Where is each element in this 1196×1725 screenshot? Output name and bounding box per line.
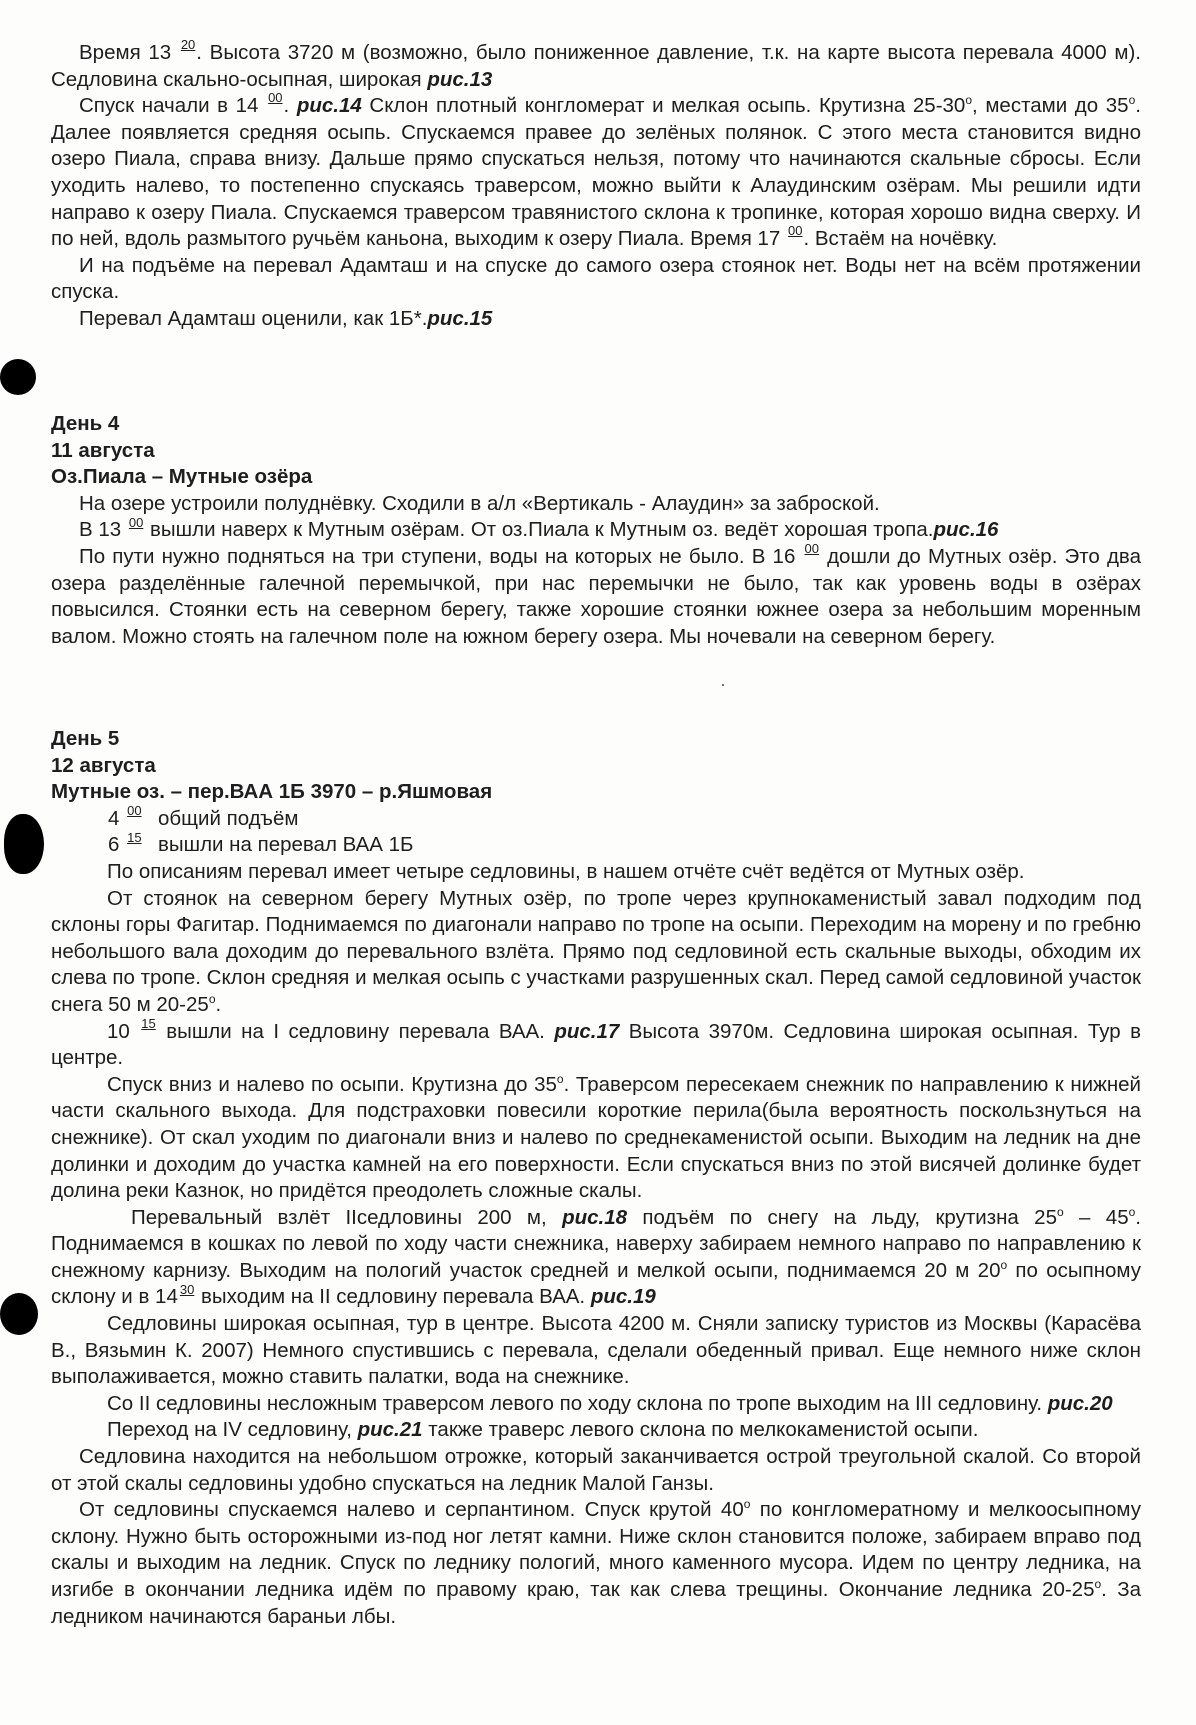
text: . За ледником начинаются бараньи лбы. [51, 1578, 1141, 1628]
degree-sign: o [965, 93, 973, 108]
degree-sign: o [1128, 93, 1136, 108]
text: 10 [107, 1019, 140, 1043]
punch-hole-mark [0, 359, 36, 395]
text: подъём по снегу на льду, крутизна 25 [627, 1205, 1057, 1229]
figure-ref: рис.14 [296, 94, 362, 118]
degree-sign: o [1000, 1258, 1008, 1273]
text: . Траверсом пересекаем снежник по направлению к нижней части скального выхода. Для подстраховки повесили короткие перила(была вероятность поскользнуться на снежнике). От скал уходим по диагонали вниз и налево по среднекаменистой осыпи. Выходим на ледник на дне долинки и доходим до участка камней на его поверхности. Если спускаться вниз по этой висячей долинке будет долина реки Казнок, но придётся преодолеть сложные скалы. [51, 1072, 1141, 1203]
figure-ref: рис.17 [554, 1019, 620, 1043]
time-minutes: 00 [804, 541, 819, 557]
text: . Поднимаемся в кошках по левой по ходу части снежника, наверху забираем немного направо по направлению к снежному карнизу. Выходим на пологий участок средней и мелкой осыпи, поднимаемся 20 м 20 [51, 1205, 1141, 1282]
text: , местами до 35 [972, 94, 1129, 118]
text: вышли наверх к Мутным озёрам. От оз.Пиала к Мутным оз. ведёт хорошая тропа. [144, 518, 934, 542]
figure-ref: рис.16 [933, 518, 999, 542]
text: Спуск вниз и налево по осыпи. Крутизна до 35 [107, 1072, 557, 1096]
section-day-4 [51, 411, 1141, 650]
text: . Далее появляется средняя осыпь. Спускаемся правее до зелёных полянок. С этого места становится видно озеро Пиала, справа внизу. Дальше прямо спускаться нельзя, потому что начинаются скальные сбросы. Если уходить налево, то постепенно спускаясь траверсом, можно выйти к Алаудинским озёрам. Мы решили идти направо к озеру Пиала. Спускаемся траверсом травянистого склона к тропинке, которая хорошо видна сверху. И по ней, вдоль размытого ручьём каньона, выходим к озеру Пиала. Время 17 [51, 94, 1141, 251]
paragraph: Седловины широкая осыпная, тур в центре. Высота 4200 м. Сняли записку туристов из Москвы (Карасёва В., Вязьмин К. 2007) Немного спустившись с перевала, сделали обеденный привал. Еще немного ниже склон выполаживается, можно ставить палатки, вода на снежнике. [51, 1312, 1141, 1389]
schedule-row [108, 829, 1141, 859]
section-day-5 [51, 726, 1141, 1630]
schedule-row [108, 802, 1141, 833]
punch-hole-mark [0, 1293, 38, 1335]
schedule-text: общий подъём [158, 806, 299, 830]
section-adamtash-descent [51, 37, 1141, 333]
paragraph: Седловина находится на небольшом отрожке, который заканчивается острой треугольной скалой. Со второй от этой скалы седловины удобно спускаться на ледник Малой Ганзы. [51, 1445, 1141, 1495]
paragraph [51, 886, 1141, 1019]
text: Время 13 [79, 41, 179, 64]
text: Со II седловины несложным траверсом левого по ходу склона по тропе выходим на III седловину. [107, 1391, 1048, 1415]
paragraph [51, 1417, 1141, 1444]
figure-ref: рис.20 [1047, 1391, 1113, 1415]
time-minutes: 00 [127, 802, 142, 818]
text: Перевальный взлёт IIседловины 200 м, [131, 1205, 563, 1229]
text: . [283, 94, 297, 118]
route-heading: Мутные оз. – пер.ВАА 1Б 3970 – р.Яшмовая [51, 780, 493, 804]
paragraph: По описаниям перевал имеет четыре седловины, в нашем отчёте счёт ведётся от Мутных озёр. [107, 859, 1025, 883]
figure-ref: рис.13 [427, 67, 493, 91]
text: дошли до Мутных озёр. Это два озера разделённые галечной перемычкой, при нас перемычки не было, так как уровень воды в озёрах повысился. Стоянки есть на северном берегу, также хорошие стоянки южнее озера за небольшим моренным валом. Можно стоять на галечном поле на южном берегу озера. Мы ночевали на северном берегу. [51, 544, 1141, 648]
paragraph [51, 1072, 1141, 1205]
degree-sign: o [556, 1071, 564, 1086]
time-minutes: 00 [268, 90, 283, 106]
paragraph [51, 37, 1141, 93]
time-minutes: 15 [127, 829, 142, 845]
paragraph: И на подъёме на перевал Адамташ и на спуске до самого озера стоянок нет. Воды нет на всём протяжении спуска. [51, 253, 1141, 304]
time-minutes: 00 [128, 514, 144, 530]
text: Высота 3970м. Седловина широкая осыпная. Тур в центре. [51, 1019, 1142, 1070]
time-minutes: 20 [180, 37, 196, 53]
text: – 45 [1063, 1205, 1129, 1229]
schedule-text: вышли на перевал ВАА 1Б [158, 833, 414, 857]
text: В 13 [79, 518, 127, 542]
punch-hole-mark [4, 814, 44, 874]
degree-sign: o [1056, 1204, 1064, 1219]
paragraph [51, 90, 1141, 253]
paragraph: На озере устроили полуднёвку. Сходили в а/л «Вертикаль - Алаудин» за заброской. [79, 491, 880, 515]
time-minutes: 00 [788, 223, 803, 239]
text: . Встаём на ночёвку. [803, 227, 998, 251]
text: по конгломератному и мелкоосыпному склону. Нужно быть осторожными из-под ног летят камни. Ниже склон становится положе, забираем вправо под скалы и выходим на ледник. Спуск по леднику пологий, много каменного мусора. Идем по центру ледника, на изгибе в окончании ледника идём по правому краю, так как слева трещины. Окончание ледника 20-25 [51, 1498, 1141, 1601]
date-heading: 12 августа [51, 753, 156, 777]
day-heading: День 4 [51, 412, 120, 435]
time-minutes: 15 [141, 1015, 156, 1031]
degree-sign: o [208, 992, 216, 1007]
text: Перевал Адамташ оценили, как 1Б*. [79, 306, 428, 330]
figure-ref: рис.18 [562, 1205, 628, 1229]
text: выходим на II седловину перевала ВАА. [195, 1285, 591, 1309]
figure-ref: рис.19 [590, 1285, 656, 1309]
figure-ref: рис.21 [357, 1418, 423, 1442]
text: также траверс левого склона по мелкокаменистой осыпи. [422, 1418, 979, 1442]
paragraph [51, 514, 1141, 544]
text: Склон плотный конгломерат и мелкая осыпь. Крутизна 25-30 [361, 94, 966, 118]
text: Переход на IV седловину, [107, 1418, 358, 1442]
text: По пути нужно подняться на три ступени, воды на которых не было. В 16 [79, 544, 803, 568]
text: От седловины спускаемся налево и серпантином. Спуск крутой 40 [79, 1498, 744, 1522]
time-minutes: 30 [179, 1281, 195, 1297]
day-heading: День 5 [51, 727, 120, 750]
paragraph [51, 541, 1141, 650]
text: . Высота 3720 м (возможно, было пониженное давление, т.к. на карте высота перевала 4000 м). Седловина скально-осыпная, широкая [51, 41, 1141, 91]
paragraph [51, 1015, 1142, 1072]
paragraph [51, 1497, 1141, 1630]
text: . [215, 992, 222, 1016]
paragraph [51, 1391, 1141, 1418]
paragraph [51, 1205, 1141, 1311]
route-heading: Оз.Пиала – Мутные озёра [51, 465, 313, 489]
scan-speck [722, 684, 724, 686]
degree-sign: o [1094, 1577, 1102, 1592]
time-hours: 4 [108, 806, 120, 830]
text: От стоянок на северном берегу Мутных озёр, по тропе через крупнокаменистый завал подходим под склоны горы Фагитар. Поднимаемся по диагонали направо по тропе на осыпи. Переходим на морену и по гребню небольшого вала доходим до перевального взлёта. Прямо под седловиной есть скальные выходы, обходим их слева по тропе. Склон средняя и мелкая осыпь с участками разрушенных скал. Перед самой седловиной участок снега 50 м 20-25 [51, 886, 1141, 1016]
degree-sign: o [743, 1497, 751, 1512]
date-heading: 11 августа [51, 438, 155, 462]
text: Спуск начали в 14 [79, 94, 267, 118]
time-hours: 6 [108, 833, 120, 857]
degree-sign: o [1128, 1204, 1136, 1219]
paragraph [51, 306, 1141, 333]
text: по осыпному склону и в 14 [51, 1258, 1141, 1309]
figure-ref: рис.15 [427, 306, 493, 330]
text: вышли на I седловину перевала ВАА. [156, 1019, 555, 1043]
